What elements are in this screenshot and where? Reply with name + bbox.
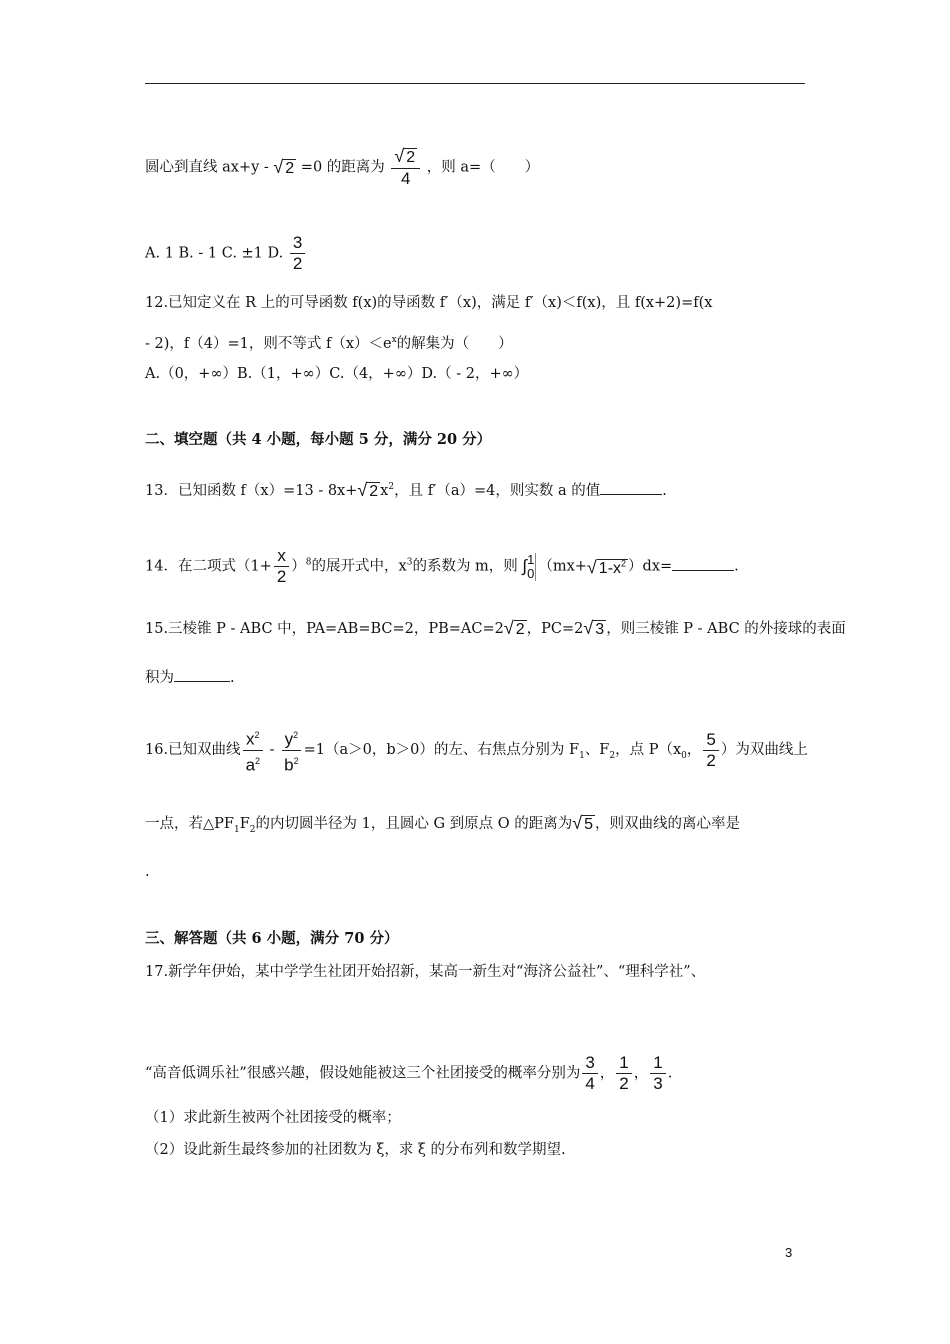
fraction-x-over-2 [274, 546, 289, 587]
q16-text-j: ，则双曲线的离心率是 [595, 816, 741, 832]
q11-options [145, 233, 307, 274]
fraction-numerator: x [274, 546, 289, 567]
q16-line-3: . [145, 864, 150, 880]
q13-text-a: 13．已知函数 f（x）=13 - 8x+ [145, 482, 358, 499]
frac-var: x [246, 729, 255, 749]
q12-line-2 [145, 330, 513, 354]
separator: ， [633, 1065, 649, 1082]
q13-text-b: x [380, 482, 389, 499]
fraction-denominator: 3 [653, 1074, 663, 1093]
subscript: 2 [609, 751, 616, 762]
q17-text: “高音低调乐社”很感兴趣，假设她能被这三个社团接受的概率分别为 [145, 1065, 581, 1082]
sqrt-5: √ 5 [572, 813, 594, 833]
fraction-y2-over-b2 [281, 725, 301, 775]
q15-line-2 [145, 667, 235, 688]
header-rule [145, 83, 805, 84]
section-3-title: 三、解答题（共 6 小题，满分 70 分） [145, 930, 399, 947]
option-d-fraction [290, 233, 305, 274]
q11-text-3: ，则 a=（ ） [426, 159, 540, 176]
fraction-denominator: 2 [292, 254, 303, 273]
answer-blank [600, 480, 662, 495]
q16-text-e: ， [686, 742, 702, 759]
fraction-sqrt2-over-4: $\frac{√ 2}{4}$ [391, 146, 420, 189]
frac-exp: 2 [293, 730, 299, 740]
integral-upper-limit: 1 [527, 551, 535, 567]
q13-text-c: ，且 f′（a）=4，则实数 a 的值 [394, 482, 601, 499]
q14-exponent-2: 3 [406, 557, 413, 568]
fraction-1-over-2 [616, 1053, 631, 1094]
q14-text-c: 的展开式中，x [311, 558, 407, 575]
sqrt-2: √ 2 [357, 479, 379, 500]
integral-sign-icon: ∫ [522, 556, 528, 576]
q15-end: . [230, 670, 235, 686]
q12-text-a: - 2)，f（4）=1，则不等式 f（x）＜e [145, 335, 392, 352]
fraction-denominator: 4 [585, 1074, 595, 1093]
q16-text-f: ）为双曲线上 [720, 742, 808, 759]
separator: ， [599, 1065, 615, 1082]
q15-text-b: ，PC=2 [526, 621, 584, 637]
fraction-5-over-2 [703, 730, 718, 771]
q14-text-b: ） [291, 558, 306, 575]
q15-text-c: ，则三棱锥 P - ABC 的外接球的表面 [606, 621, 846, 637]
fraction-numerator: 3 [290, 233, 305, 254]
q16-text-h: F [239, 816, 250, 832]
fraction-denominator: 2 [706, 750, 716, 770]
sqrt-radicand: 1-x [598, 560, 622, 578]
sqrt-radicand: 2 [369, 482, 379, 500]
sqrt-radicand: 2 [515, 621, 525, 638]
q11-stem [145, 146, 539, 189]
sqrt-2: √ 2 [273, 156, 295, 177]
frac-exp: 2 [255, 755, 261, 766]
fraction-numerator: 1 [616, 1053, 631, 1074]
subscript: 0 [681, 751, 687, 762]
q17-sub-2: （2）设此新生最终参加的社团数为 ξ，求 ξ 的分布列和数学期望. [145, 1142, 566, 1158]
q16-line-2 [145, 813, 740, 840]
sqrt-1-minus-x2: √ $1-x^2$ [586, 557, 627, 578]
fraction-denominator: 2 [276, 567, 287, 586]
answer-blank [174, 667, 230, 682]
q13 [145, 477, 667, 502]
fraction-denominator: 2 [619, 1074, 629, 1093]
fraction-3-over-4 [582, 1053, 597, 1094]
frac-var: a [245, 755, 256, 775]
q12-exponent: x [391, 335, 397, 345]
page-number: 3 [785, 1245, 793, 1260]
q16-text-d: ，点 P（x [615, 742, 682, 759]
q16-text-g: 一点，若△PF [145, 816, 234, 832]
q14-end: . [734, 558, 739, 575]
q14-text-a: 14．在二项式（1+ [145, 558, 272, 575]
integral-limits [527, 553, 536, 581]
section-2-title: 二、填空题（共 4 小题，每小题 5 分，满分 20 分） [145, 431, 492, 448]
frac-var: b [284, 755, 294, 775]
integral-lower-limit: 0 [527, 565, 535, 581]
sqrt-3: √ 3 [583, 618, 605, 638]
subscript: 1 [233, 824, 240, 835]
q16-text-a: 16.已知双曲线 [145, 742, 241, 759]
frac-exp: 2 [254, 730, 260, 740]
q15-line-1 [145, 618, 846, 640]
fraction-numerator: 5 [703, 730, 718, 751]
sqrt-exponent: 2 [621, 558, 627, 569]
fraction-1-over-3 [650, 1053, 665, 1094]
answer-blank [672, 556, 734, 571]
q17-sub-1: （1）求此新生被两个社团接受的概率； [145, 1110, 401, 1126]
q11-options-text: A. 1 B. - 1 C. ±1 D. [145, 245, 284, 262]
subscript: 1 [579, 751, 585, 762]
fraction-denominator: 4 [401, 169, 411, 188]
q16-text-b: =1（a＞0，b＞0）的左、右焦点分别为 F [303, 742, 580, 759]
q14-text-e: （mx+ [538, 558, 587, 575]
sqrt-radicand: 3 [595, 621, 605, 638]
fraction-numerator: 1 [650, 1053, 665, 1074]
q13-exponent: 2 [388, 482, 395, 492]
sqrt-radicand: 2 [285, 159, 295, 177]
q14 [145, 546, 739, 587]
q17-end: . [667, 1065, 673, 1082]
sqrt-2: √ 2 [503, 618, 525, 638]
q12-text-b: 的解集为（ ） [396, 335, 513, 352]
sqrt-radicand: 5 [584, 816, 594, 833]
q16-text-c: 、F [584, 742, 610, 759]
fraction-numerator: 3 [582, 1053, 597, 1074]
minus-sign: - [265, 742, 280, 759]
frac-exp: 2 [293, 755, 299, 766]
q17-line-2 [145, 1053, 672, 1094]
q11-text-1: 圆心到直线 ax+y - [145, 159, 269, 176]
q14-exponent: 8 [305, 557, 312, 568]
q15-text-a: 15.三棱锥 P - ABC 中，PA=AB=BC=2，PB=AC=2 [145, 621, 504, 637]
q16-text-i: 的内切圆半径为 1，且圆心 G 到原点 O 的距离为 [255, 816, 573, 832]
fraction-x2-over-a2 [243, 725, 263, 775]
q12-options: A.（0，+∞）B.（1，+∞）C.（4，+∞）D.（ - 2，+∞） [145, 366, 529, 382]
q13-end: . [662, 482, 667, 499]
q17-line-1: 17.新学年伊始，某中学学生社团开始招新，某高一新生对“海济公益社”、“理科学社”、 [145, 964, 706, 980]
q15-text-d: 积为 [145, 670, 174, 686]
q14-text-f: ）dx= [628, 558, 673, 575]
frac-var: y [284, 729, 294, 749]
q14-text-d: 的系数为 m，则 [412, 558, 518, 575]
q11-text-2: =0 的距离为 [300, 159, 385, 176]
q16-line-1 [145, 725, 808, 775]
q12-line-1: 12.已知定义在 R 上的可导函数 f(x)的导函数 f′（x)，满足 f′（x)＜f(x)，且 f(x+2)=f(x [145, 295, 713, 311]
sqrt-radicand: 2 [406, 149, 416, 166]
subscript: 2 [249, 824, 256, 835]
